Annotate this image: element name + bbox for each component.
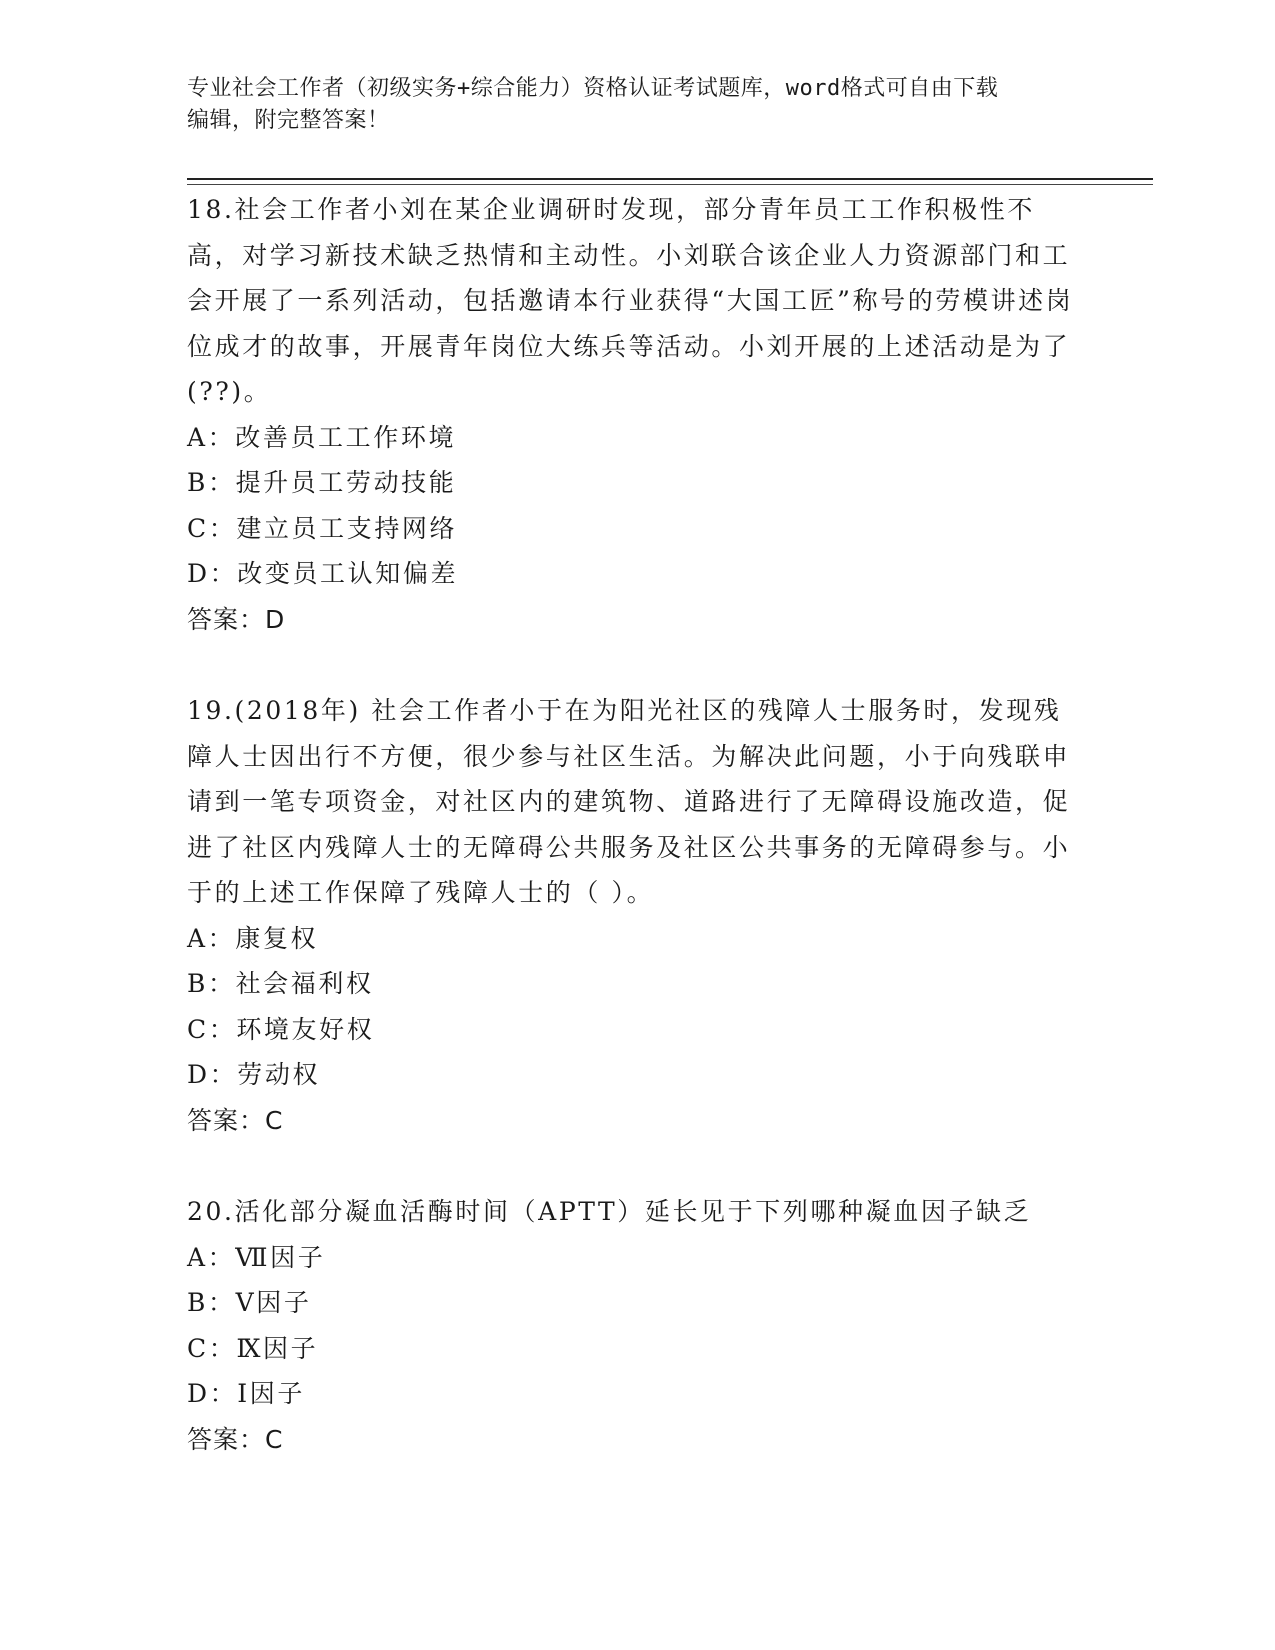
- option-b: B：提升员工劳动技能: [187, 468, 457, 497]
- document-header: [187, 73, 1087, 137]
- question-18: [187, 187, 1087, 642]
- question-19: [187, 688, 1087, 1143]
- option-b: B：社会福利权: [187, 969, 374, 998]
- option-a: A：改善员工工作环境: [187, 422, 457, 452]
- option-a: A：Ⅶ因子: [187, 1242, 326, 1272]
- question-stem: 18.社会工作者小刘在某企业调研时发现，部分青年员工工作积极性不高，对学习新技术缺乏热情和主动性。小刘联合该企业人力资源部门和工会开展了一系列活动，包括邀请本行业获得“大国工匠”称号的劳模讲述岗位成才的故事，开展青年岗位大练兵等活动。小刘开展的上述活动是为了(??)。: [187, 195, 1074, 406]
- option-c: C：环境友好权: [187, 1014, 375, 1044]
- answer-line: 答案：D: [187, 604, 286, 634]
- option-c: C：建立员工支持网络: [187, 513, 458, 543]
- header-line-2: 编辑，附完整答案！: [187, 108, 390, 133]
- answer-line: 答案：C: [187, 1105, 284, 1135]
- option-c: C：Ⅸ因子: [187, 1333, 319, 1363]
- option-a: A：康复权: [187, 923, 319, 953]
- option-d: D：改变员工认知偏差: [187, 559, 459, 588]
- header-divider-thick: [187, 178, 1153, 180]
- question-20: [187, 1189, 1087, 1462]
- answer-line: 答案：C: [187, 1424, 284, 1454]
- header-divider-thin: [187, 184, 1153, 185]
- question-stem: 20.活化部分凝血活酶时间（APTT）延长见于下列哪种凝血因子缺乏: [187, 1197, 1032, 1226]
- option-b: B：Ⅴ因子: [187, 1288, 312, 1317]
- header-line-1: 专业社会工作者（初级实务+综合能力）资格认证考试题库，word格式可自由下载: [187, 76, 999, 101]
- option-d: D：劳动权: [187, 1060, 321, 1089]
- question-stem: 19.(2018年) 社会工作者小于在为阳光社区的残障人士服务时，发现残障人士因出行不方便，很少参与社区生活。为解决此问题，小于向残联申请到一笔专项资金，对社区内的建筑物、道路进行了无障碍设施改造，促进了社区内残障人士的无障碍公共服务及社区公共事务的无障碍参与。小于的上述工作保障了残障人士的（ ）。: [187, 696, 1071, 907]
- option-d: D：Ⅰ因子: [187, 1379, 305, 1408]
